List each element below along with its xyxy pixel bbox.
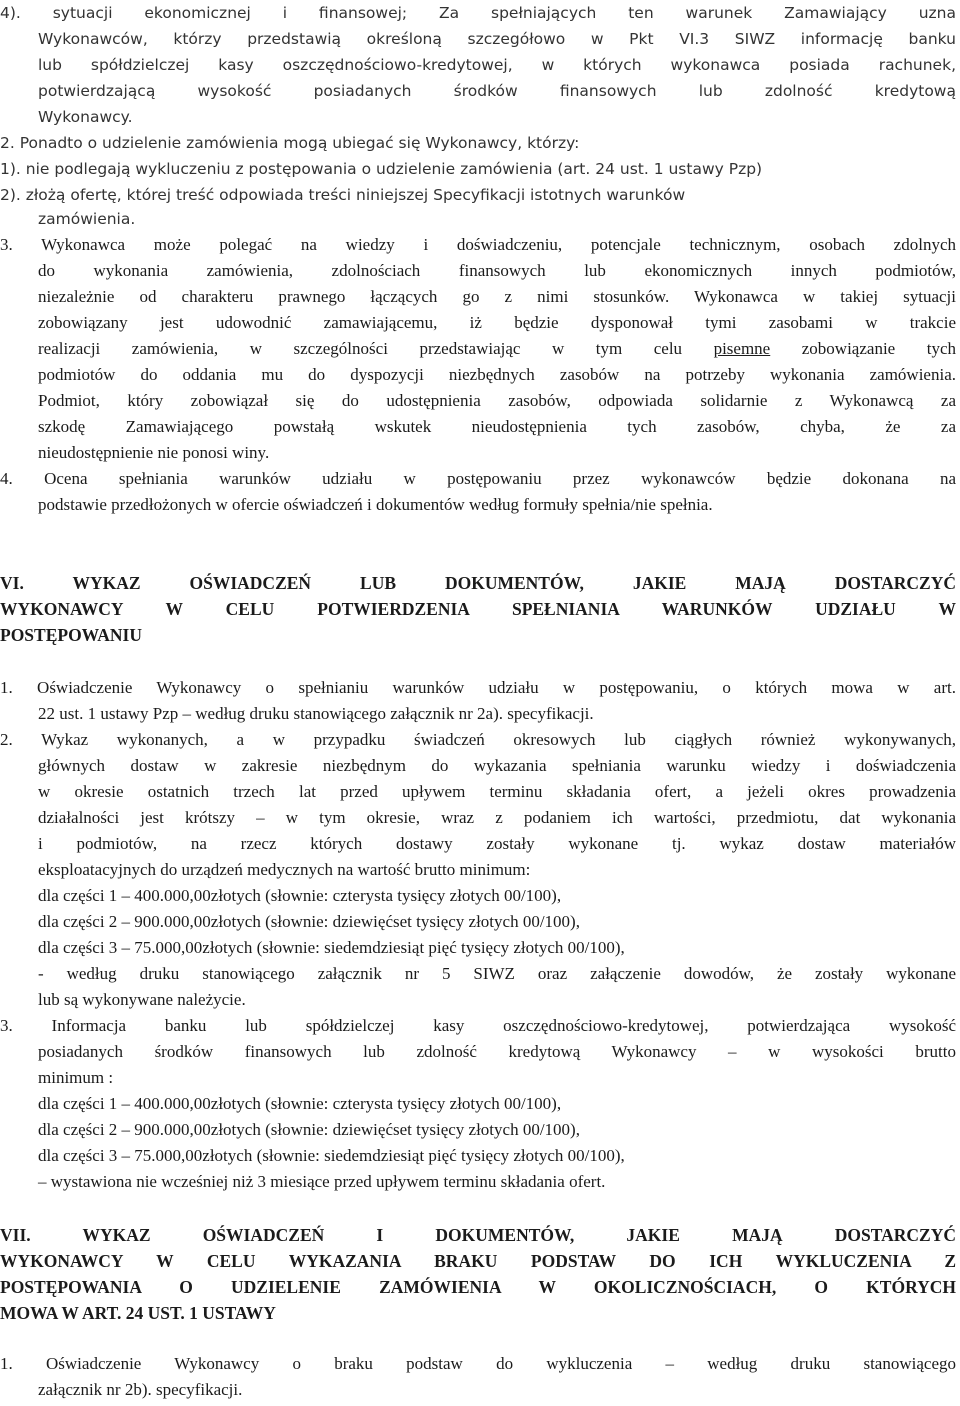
section-6-heading: VI. WYKAZ OŚWIADCZEŃ LUB DOKUMENTÓW, JAKIE MAJĄ DOSTARCZYĆ: [0, 573, 956, 593]
underlined-word: pisemne: [713, 339, 771, 358]
condition-4-line: Wykonawcy.: [38, 108, 133, 126]
section-7-item-1: 1. Oświadczenie Wykonawcy o braku podstaw do wykluczenia – według druku stanowiącego: [0, 1354, 956, 1373]
section-6-item-2-amount: dla części 2 – 900.000,00złotych (słownie: dziewięćset tysięcy złotych 00/100),: [38, 912, 580, 931]
paragraph-2-item-1: 1). nie podlegają wykluczeniu z postępowania o udzielenie zamówienia (art. 24 ust. 1 ustawy Pzp): [0, 160, 763, 178]
paragraph-3-line: 3. Wykonawca może polegać na wiedzy i doświadczeniu, potencjale technicznym, osobach zdolnych: [0, 235, 956, 254]
section-6-item-1: 22 ust. 1 ustawy Pzp – według druku stanowiącego załącznik nr 2a). specyfikacji.: [38, 704, 594, 723]
paragraph-3-line: realizacji zamówienia, w szczególności przedstawiając w tym celu pisemne zobowiązanie tych: [38, 339, 957, 358]
paragraph-3-line: podmiotów do oddania mu do dyspozycji niezbędnych zasobów na potrzeby wykonania zamówienia.: [38, 365, 956, 384]
section-6-item-2: lub są wykonywane należycie.: [38, 990, 246, 1009]
section-6-item-2: eksploatacyjnych do urządzeń medycznych na wartość brutto minimum:: [38, 860, 531, 879]
section-6-item-2: działalności jest krótszy – w tym okresie, wraz z podaniem ich wartości, przedmiotu, dat wykonania: [38, 808, 956, 827]
paragraph-3-line: nieudostępnienie nie ponosi winy.: [38, 443, 270, 462]
section-7-heading: VII. WYKAZ OŚWIADCZEŃ I DOKUMENTÓW, JAKIE MAJĄ DOSTARCZYĆ: [0, 1225, 956, 1245]
section-6-item-2: - według druku stanowiącego załącznik nr 5 SIWZ oraz załączenie dowodów, że zostały wykonane: [38, 964, 956, 983]
section-6-item-2: i podmiotów, na rzecz których dostawy zostały wykonane tj. wykaz dostaw materiałów: [38, 834, 956, 853]
section-6-item-2: głównych dostaw w zakresie niezbędnym do wykazania spełniania warunku wiedzy i doświadczenia: [38, 756, 956, 775]
condition-4-line: lub spółdzielczej kasy oszczędnościowo-kredytowej, w których wykonawca posiada rachunek,: [38, 56, 956, 74]
section-6-item-2-amount: dla części 3 – 75.000,00złotych (słownie: siedemdziesiąt pięć tysięcy złotych 00/100),: [38, 938, 625, 957]
section-6-heading: POSTĘPOWANIU: [0, 625, 142, 645]
paragraph-2-intro: 2. Ponadto o udzielenie zamówienia mogą ubiegać się Wykonawcy, którzy:: [0, 134, 580, 152]
paragraph-3-line: do wykonania zamówienia, zdolnościach finansowych lub ekonomicznych innych podmiotów,: [38, 261, 956, 280]
paragraph-4-line: podstawie przedłożonych w ofercie oświadczeń i dokumentów według formuły spełnia/nie spełnia.: [38, 495, 713, 514]
section-7-item-1: załącznik nr 2b). specyfikacji.: [38, 1380, 243, 1399]
paragraph-3-line: szkodę Zamawiającego powstałą wskutek nieudostępnienia tych zasobów, chyba, że za: [38, 417, 956, 436]
paragraph-3-line: niezależnie od charakteru prawnego łączących go z nimi stosunków. Wykonawca w takiej sytuacji: [38, 287, 956, 306]
section-6-item-3-amount: dla części 2 – 900.000,00złotych (słownie: dziewięćset tysięcy złotych 00/100),: [38, 1120, 580, 1139]
section-6-item-3: minimum :: [38, 1068, 114, 1087]
section-6-item-1: 1. Oświadczenie Wykonawcy o spełnianiu warunków udziału w postępowaniu, o których mowa w art.: [0, 678, 956, 697]
section-6-item-3-amount: dla części 3 – 75.000,00złotych (słownie: siedemdziesiąt pięć tysięcy złotych 00/100),: [38, 1146, 625, 1165]
paragraph-2-item-2: 2). złożą ofertę, której treść odpowiada treści niniejszej Specyfikacji istotnych warunków: [0, 186, 686, 204]
section-6-item-3: 3. Informacja banku lub spółdzielczej kasy oszczędnościowo-kredytowej, potwierdzająca wysokość: [0, 1016, 956, 1035]
section-6-item-3: – wystawiona nie wcześniej niż 3 miesiące przed upływem terminu składania ofert.: [38, 1172, 606, 1191]
condition-4-line: 4). sytuacji ekonomicznej i finansowej; Za spełniających ten warunek Zamawiający uzna: [0, 4, 956, 22]
paragraph-4-line: 4. Ocena spełniania warunków udziału w postępowaniu przez wykonawców będzie dokonana na: [0, 469, 956, 488]
condition-4-line: potwierdzającą wysokość posiadanych środków finansowych lub zdolność kredytową: [38, 82, 956, 100]
paragraph-3-line: Podmiot, który zobowiązał się do udostępnienia zasobów, odpowiada solidarnie z Wykonawcą za: [38, 391, 956, 410]
section-6-item-3-amount: dla części 1 – 400.000,00złotych (słownie: czterysta tysięcy złotych 00/100),: [38, 1094, 562, 1113]
section-7-heading: POSTĘPOWANIA O UDZIELENIE ZAMÓWIENIA W OKOLICZNOŚCIACH, O KTÓRYCH: [0, 1277, 956, 1297]
condition-4-line: Wykonawców, którzy przedstawią określoną szczegółowo w Pkt VI.3 SIWZ informację banku: [38, 30, 956, 48]
section-6-item-2: 2. Wykaz wykonanych, a w przypadku świadczeń okresowych lub ciągłych również wykonywanych,: [0, 730, 956, 749]
paragraph-2-item-2: zamówienia.: [38, 210, 136, 228]
section-6-item-2: w okresie ostatnich trzech lat przed upływem terminu składania ofert, a jeżeli okres prowadzenia: [38, 782, 956, 801]
section-7-heading: MOWA W ART. 24 UST. 1 USTAWY: [0, 1303, 276, 1323]
section-7-heading: WYKONAWCY W CELU WYKAZANIA BRAKU PODSTAW DO ICH WYKLUCZENIA Z: [0, 1251, 956, 1271]
section-6-heading: WYKONAWCY W CELU POTWIERDZENIA SPEŁNIANIA WARUNKÓW UDZIAŁU W: [0, 599, 956, 619]
section-6-item-2-amount: dla części 1 – 400.000,00złotych (słownie: czterysta tysięcy złotych 00/100),: [38, 886, 562, 905]
section-6-item-3: posiadanych środków finansowych lub zdolność kredytową Wykonawcy – w wysokości brutto: [38, 1042, 956, 1061]
paragraph-3-line: zobowiązany jest udowodnić zamawiającemu, iż będzie dysponował tymi zasobami w trakcie: [38, 313, 956, 332]
